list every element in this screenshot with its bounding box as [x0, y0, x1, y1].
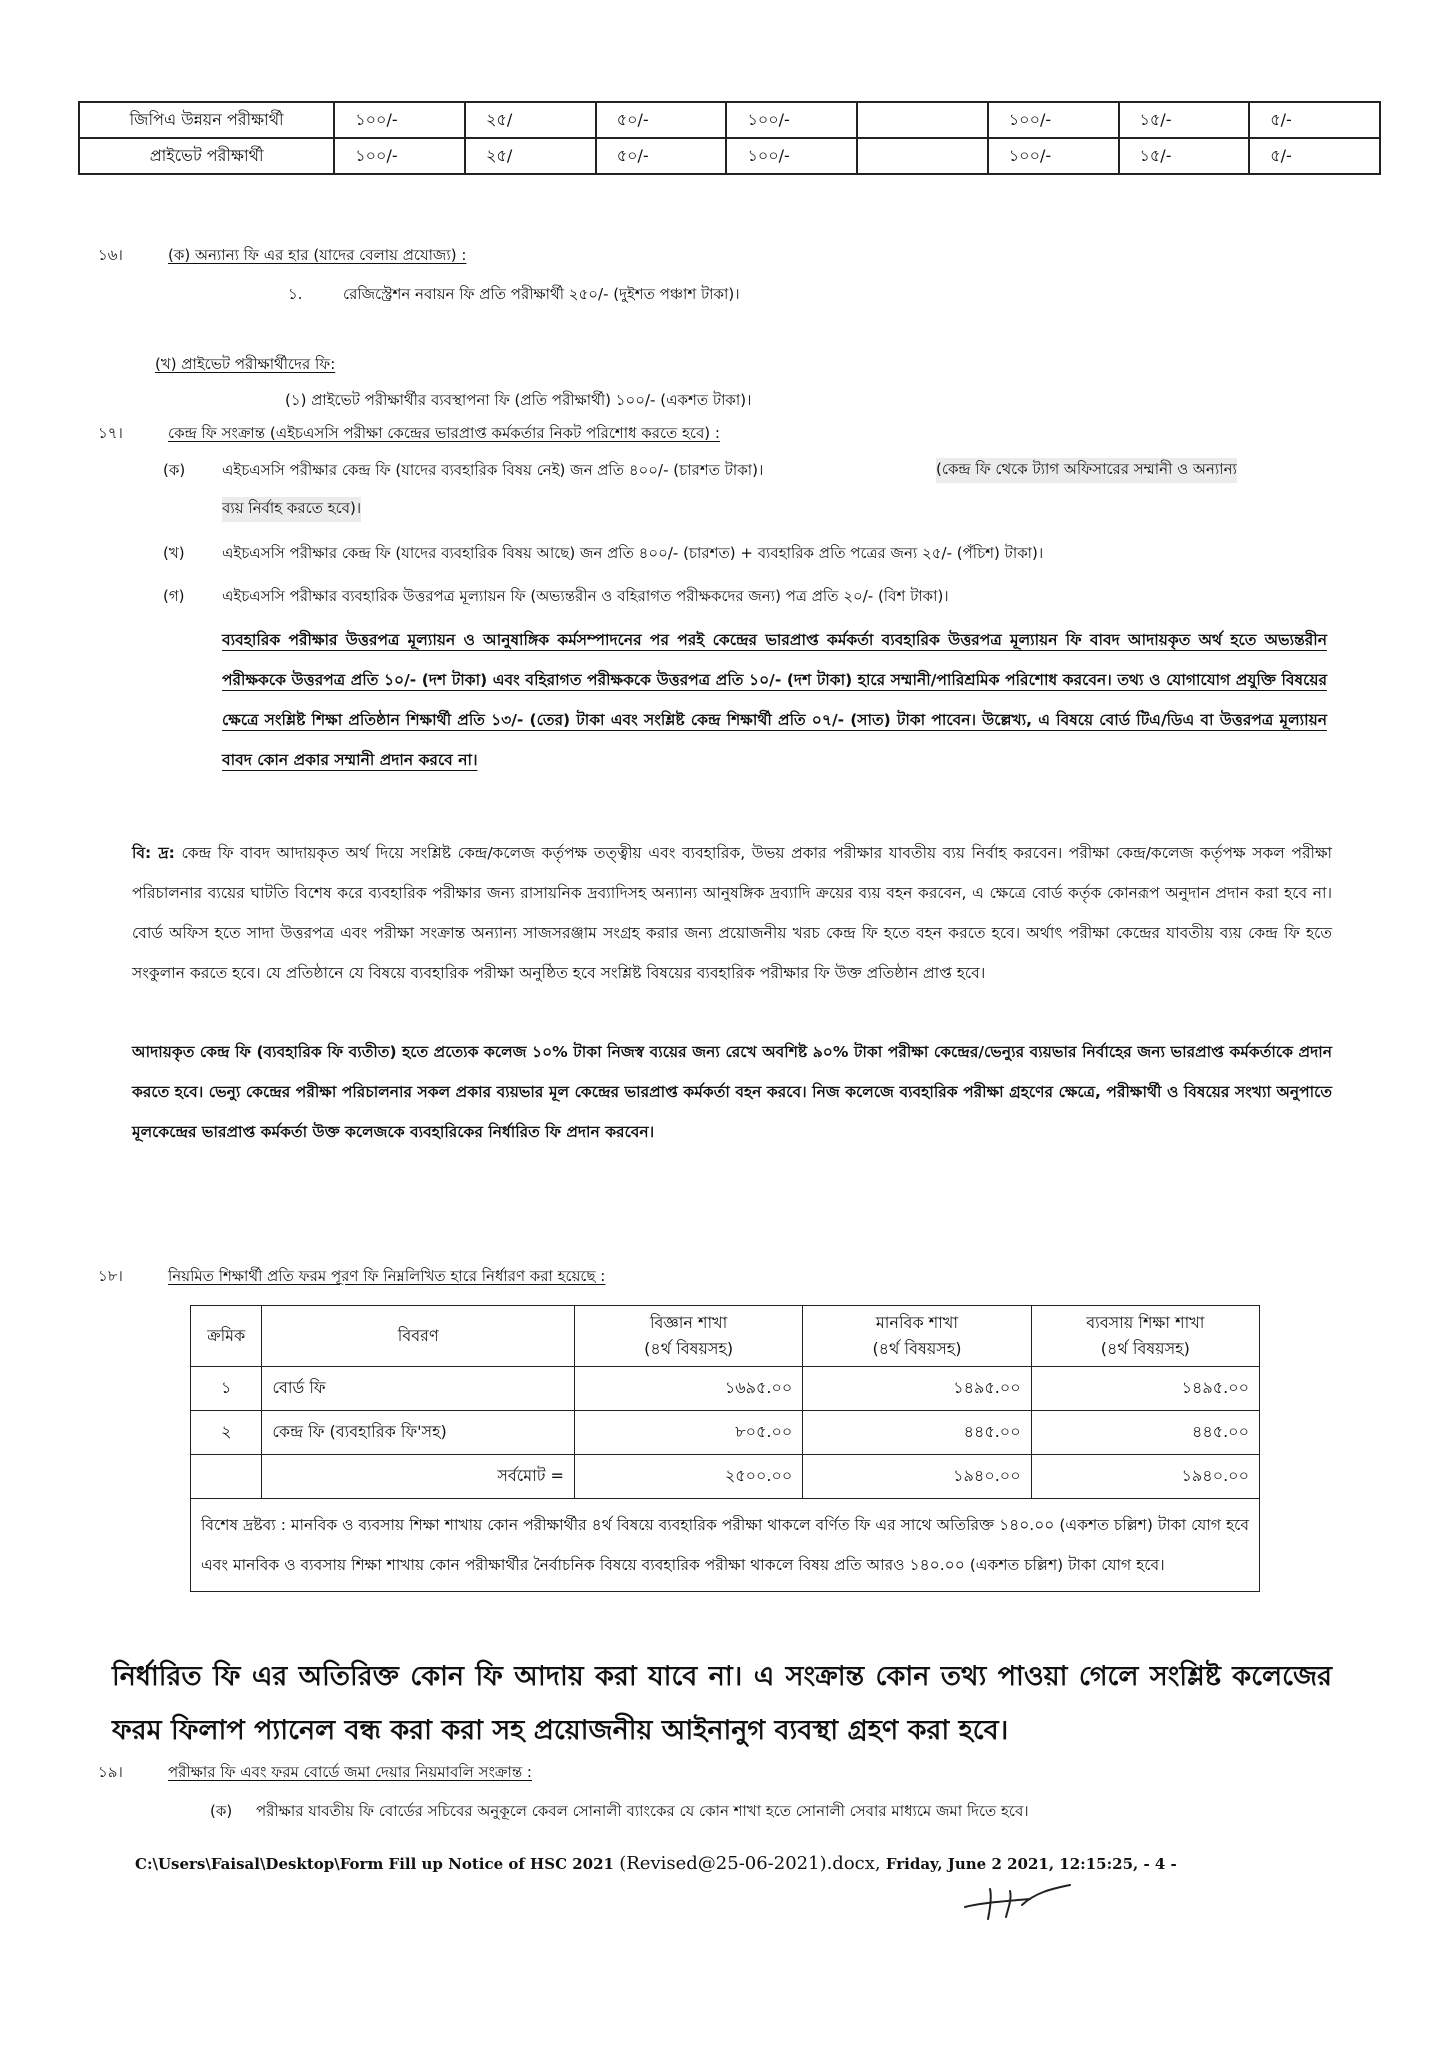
note-text-1: কেন্দ্র ফি বাবদ আদায়কৃত অর্থ দিয়ে সংশ্লিষ্ট কেন্দ্র/কলেজ কর্তৃপক্ষ তত্ত্বীয় এবং ব্যবহারিক, উভয় প্রকার পরীক্ষার যাবতীয় ব্যয় নির্বাহ করবেন। পরীক্ষা কেন্দ্র/কলেজ কর্তৃপক্ষ সকল পরীক্ষা পরিচালনার ব্যয়ের ঘাটতি বিশেষ করে ব্যবহারিক পরীক্ষার জন্য রাসায়নিক দ্রব্যাদিসহ অন্যান্য আনুষঙ্গিক দ্রব্যাদি ক্রয়ের ব্যয় বহন করবেন, এ ক্ষেত্রে বোর্ড কর্তৃক কোনরূপ অনুদান প্রদান করা হবে না। বোর্ড অফিস হতে সাদা উত্তরপত্র এবং পরীক্ষা সংক্রান্ত অন্যান্য সাজসরঞ্জাম সংগ্রহ করার জন্য প্রয়োজনীয় খরচ কেন্দ্র ফি হতে বহন করতে হবে। অর্থাৎ পরীক্ষা কেন্দ্রের যাবতীয় ব্যয় কেন্দ্র ফি হতে সংকুলান করতে হবে। যে প্রতিষ্ঠানে যে বিষয়ে ব্যবহারিক পরীক্ষা অনুষ্ঠিত হবে সংশ্লিষ্ট বিষয়ের ব্যবহারিক পরীক্ষার ফি উক্ত প্রতিষ্ঠান প্রাপ্ত হবে। — [132, 844, 1332, 982]
section-19-ka-text: পরীক্ষার যাবতীয় ফি বোর্ডের সচিবের অনুকূলে কেবল সোনালী ব্যাংকের যে কোন শাখা হতে সোনালী সেবার মাধ্যমে জমা দিতে হবে। — [256, 1802, 1029, 1820]
section-17-ka-text: এইচএসসি পরীক্ষার কেন্দ্র ফি (যাদের ব্যবহারিক বিষয় নেই) জন প্রতি ৪০০/- (চারশত টাকা)। — [222, 461, 764, 479]
description-cell: বোর্ড ফি — [262, 1367, 575, 1411]
total-cell: ১৯৪০.০০ — [803, 1455, 1031, 1499]
document-footer — [135, 1853, 1177, 1874]
section-17-ga-text: এইচএসসি পরীক্ষার ব্যবহারিক উত্তরপত্র মূল্যায়ন ফি (অভ্যন্তরীন ও বহিরাগত পরীক্ষকদের জন্য) পত্র প্রতি ২০/- (বিশ টাকা)। — [222, 587, 949, 605]
section-18-number: ১৮। — [98, 1267, 123, 1285]
value-cell: ১৬৯৫.০০ — [574, 1367, 802, 1411]
table-cell: ১৫/- — [1139, 109, 1172, 129]
table-cell: ৫/- — [1270, 109, 1292, 129]
footer-filename: (Revised@25-06-2021).docx, — [619, 1853, 881, 1874]
form-fill-fee-table — [190, 1305, 1260, 1592]
table-cell: ৫০/- — [616, 145, 649, 165]
section-16-b1-text: (১) প্রাইভেট পরীক্ষার্থীর ব্যবস্থাপনা ফি (প্রতি পরীক্ষার্থী) ১০০/- (একশত টাকা)। — [285, 391, 752, 409]
footer-path: C:\Users\Faisal\Desktop\Form Fill up Notice of HSC 2021 — [135, 1855, 614, 1873]
column-header-subtext: (৪র্থ বিষয়সহ) — [1100, 1339, 1190, 1358]
table-cell: ১০০/- — [747, 109, 790, 129]
table-cell: ২৫/ — [486, 145, 513, 165]
row-label: প্রাইভেট পরীক্ষার্থী — [79, 138, 334, 174]
column-header-humanities — [803, 1306, 1031, 1367]
section-18-heading: নিয়মিত শিক্ষার্থী প্রতি ফরম পূরণ ফি নিম্নলিখিত হারে নির্ধারণ করা হয়েছে : — [168, 1267, 606, 1285]
column-header-serial: ক্রমিক — [191, 1306, 262, 1367]
table-cell: ১০০/- — [747, 145, 790, 165]
table-row — [79, 138, 1380, 174]
column-header-description: বিবরণ — [262, 1306, 575, 1367]
note-paragraph-1 — [132, 833, 1332, 993]
section-19-heading: পরীক্ষার ফি এবং ফরম বোর্ডে জমা দেয়ার নিয়মাবলি সংক্রান্ত : — [168, 1763, 532, 1781]
total-label: সর্বমোট = — [262, 1455, 575, 1499]
column-header-science-label: বিজ্ঞান শাখা — [649, 1313, 728, 1332]
table-cell: ১০০/- — [1008, 145, 1052, 165]
value-cell: ১৪৯৫.০০ — [1031, 1367, 1259, 1411]
section-16-b-heading: (খ) প্রাইভেট পরীক্ষার্থীদের ফি: — [155, 355, 336, 373]
table-cell: ১০০/- — [1008, 109, 1052, 129]
note-paragraph-2: আদায়কৃত কেন্দ্র ফি (ব্যবহারিক ফি ব্যতীত) হতে প্রত্যেক কলেজ ১০% টাকা নিজস্ব ব্যয়ের জন্য রেখে অবশিষ্ট ৯০% টাকা পরীক্ষা কেন্দ্রের/ভেন্যুর ব্যয়ভার নির্বাহের জন্য ভারপ্রাপ্ত কর্মকর্তাকে প্রদান করতে হবে। ভেন্যু কেন্দ্রের পরীক্ষা পরিচালনার সকল প্রকার ব্যয়ভার মূল কেন্দ্রের ভারপ্রাপ্ত কর্মকর্তা বহন করবে। নিজ কলেজে ব্যবহারিক পরীক্ষা গ্রহণের ক্ষেত্রে, পরীক্ষার্থী ও বিষয়ের সংখ্যা অনুপাতে মূলকেন্দ্রের ভারপ্রাপ্ত কর্মকর্তা উক্ত কলেজকে ব্যবহারিকের নির্ধারিত ফি প্রদান করবেন। — [132, 1043, 1332, 1141]
value-cell: ৪৪৫.০০ — [803, 1411, 1031, 1455]
description-cell: কেন্দ্র ফি (ব্যবহারিক ফি'সহ) — [262, 1411, 575, 1455]
value-cell: ১৪৯৫.০০ — [803, 1367, 1031, 1411]
signature-mark — [960, 1875, 1080, 1925]
table-cell: ২৫/ — [486, 109, 513, 129]
footer-date: Friday, June 2 2021, 12:15:25, - 4 - — [885, 1855, 1177, 1873]
total-cell: ২৫০০.০০ — [574, 1455, 802, 1499]
section-17-kha-text: এইচএসসি পরীক্ষার কেন্দ্র ফি (যাদের ব্যবহারিক বিষয় আছে) জন প্রতি ৪০০/- (চারশত) + ব্যবহারিক প্রতি পত্রের জন্য ২৫/- (পঁচিশ) টাকা)। — [222, 544, 1044, 562]
column-header-business-label: ব্যবসায় শিক্ষা শাখা — [1086, 1313, 1205, 1332]
serial-cell: ১ — [191, 1367, 262, 1411]
value-cell: ৪৪৫.০০ — [1031, 1411, 1259, 1455]
total-cell: ১৯৪০.০০ — [1031, 1455, 1259, 1499]
section-16-number: ১৬। — [98, 246, 123, 264]
section-17-ka-label: (ক) — [163, 461, 186, 479]
section-16-a1-text: রেজিস্ট্রেশন নবায়ন ফি প্রতি পরীক্ষার্থী ২৫০/- (দুইশত পঞ্চাশ টাকা)। — [343, 285, 740, 303]
table-cell: ১০০/- — [355, 109, 398, 129]
special-note: বিশেষ দ্রষ্টব্য : মানবিক ও ব্যবসায় শিক্ষা শাখায় কোন পরীক্ষার্থীর ৪র্থ বিষয়ে ব্যবহারিক পরীক্ষা থাকলে বর্ণিত ফি এর সাথে অতিরিক্ত ১৪০.০০ (একশত চল্লিশ) টাকা যোগ হবে এবং মানবিক ও ব্যবসায় শিক্ষা শাখায় কোন পরীক্ষার্থীর নৈর্বাচনিক বিষয়ে ব্যবহারিক পরীক্ষা থাকলে বিষয় প্রতি আরও ১৪০.০০ (একশত চল্লিশ) টাকা যোগ হবে। — [191, 1499, 1260, 1592]
section-17-ka-highlight-cont: ব্যয় নির্বাহ করতে হবে)। — [222, 497, 361, 522]
section-16-a-heading: (ক) অন্যান্য ফি এর হার (যাদের বেলায় প্রযোজ্য) : — [168, 246, 467, 264]
column-header-subtext: (৪র্থ বিষয়সহ) — [872, 1339, 962, 1358]
column-header-subtext: (৪র্থ বিষয়সহ) — [644, 1339, 734, 1358]
section-17-ga-paragraph: ব্যবহারিক পরীক্ষার উত্তরপত্র মূল্যায়ন ও আনুষাঙ্গিক কর্মসম্পাদনের পর পরই কেন্দ্রের ভারপ্রাপ্ত কর্মকর্তা ব্যবহারিক উত্তরপত্র মূল্যায়ন ফি বাবদ আদায়কৃত অর্থ হতে অভ্যন্তরীন পরীক্ষককে উত্তরপত্র প্রতি ১০/- (দশ টাকা) এবং বহিরাগত পরীক্ষককে উত্তরপত্র প্রতি ১০/- (দশ টাকা) হারে সম্মানী/পারিশ্রমিক পরিশোধ করবেন। তথ্য ও যোগাযোগ প্রযুক্তি বিষয়ের ক্ষেত্রে সংশ্লিষ্ট শিক্ষা প্রতিষ্ঠান শিক্ষার্থী প্রতি ১৩/- (তের) টাকা এবং সংশ্লিষ্ট কেন্দ্র শিক্ষার্থী প্রতি ০৭/- (সাত) টাকা পাবেন। উল্লেখ্য, এ বিষয়ে বোর্ড টিএ/ডিএ বা উত্তরপত্র মূল্যায়ন বাবদ কোন প্রকার সম্মানী প্রদান করবে না। — [222, 631, 1327, 769]
table-row — [79, 102, 1380, 138]
serial-cell: ২ — [191, 1411, 262, 1455]
table-row — [191, 1411, 1260, 1455]
section-17-ga-label: (গ) — [163, 587, 185, 605]
table-cell: ৫০/- — [616, 109, 649, 129]
column-header-business — [1031, 1306, 1259, 1367]
section-17-kha-label: (খ) — [163, 544, 185, 562]
section-19-number: ১৯। — [98, 1763, 123, 1781]
section-17-ka-highlight: (কেন্দ্র ফি থেকে ট্যাগ অফিসারের সম্মানী ও অন্যান্য — [936, 458, 1237, 483]
note-row — [191, 1499, 1260, 1592]
column-header-humanities-label: মানবিক শাখা — [875, 1313, 958, 1332]
table-cell: ১৫/- — [1139, 145, 1172, 165]
row-label: জিপিএ উন্নয়ন পরীক্ষার্থী — [79, 102, 334, 138]
total-row — [191, 1455, 1260, 1499]
table-row — [191, 1367, 1260, 1411]
table-header-row — [191, 1306, 1260, 1367]
warning-statement: নির্ধারিত ফি এর অতিরিক্ত কোন ফি আদায় করা যাবে না। এ সংক্রান্ত কোন তথ্য পাওয়া গেলে সংশ্লিষ্ট কলেজের ফরম ফিলাপ প্যানেল বন্ধ করা করা সহ প্রয়োজনীয় আইনানুগ ব্যবস্থা গ্রহণ করা হবে। — [112, 1661, 1332, 1746]
section-19-ka-label: (ক) — [210, 1802, 233, 1820]
section-17-heading: কেন্দ্র ফি সংক্রান্ত (এইচএসসি পরীক্ষা কেন্দ্রের ভারপ্রাপ্ত কর্মকর্তার নিকট পরিশোধ করতে হবে) : — [168, 424, 720, 442]
value-cell: ৮০৫.০০ — [574, 1411, 802, 1455]
fee-rate-table — [78, 101, 1381, 175]
table-cell: ৫/- — [1270, 145, 1292, 165]
section-17-number: ১৭। — [98, 424, 123, 442]
note-label: বি: দ্র: — [132, 844, 175, 862]
section-16-a1-number: ১. — [288, 285, 303, 303]
column-header-science — [574, 1306, 802, 1367]
table-cell: ১০০/- — [355, 145, 398, 165]
